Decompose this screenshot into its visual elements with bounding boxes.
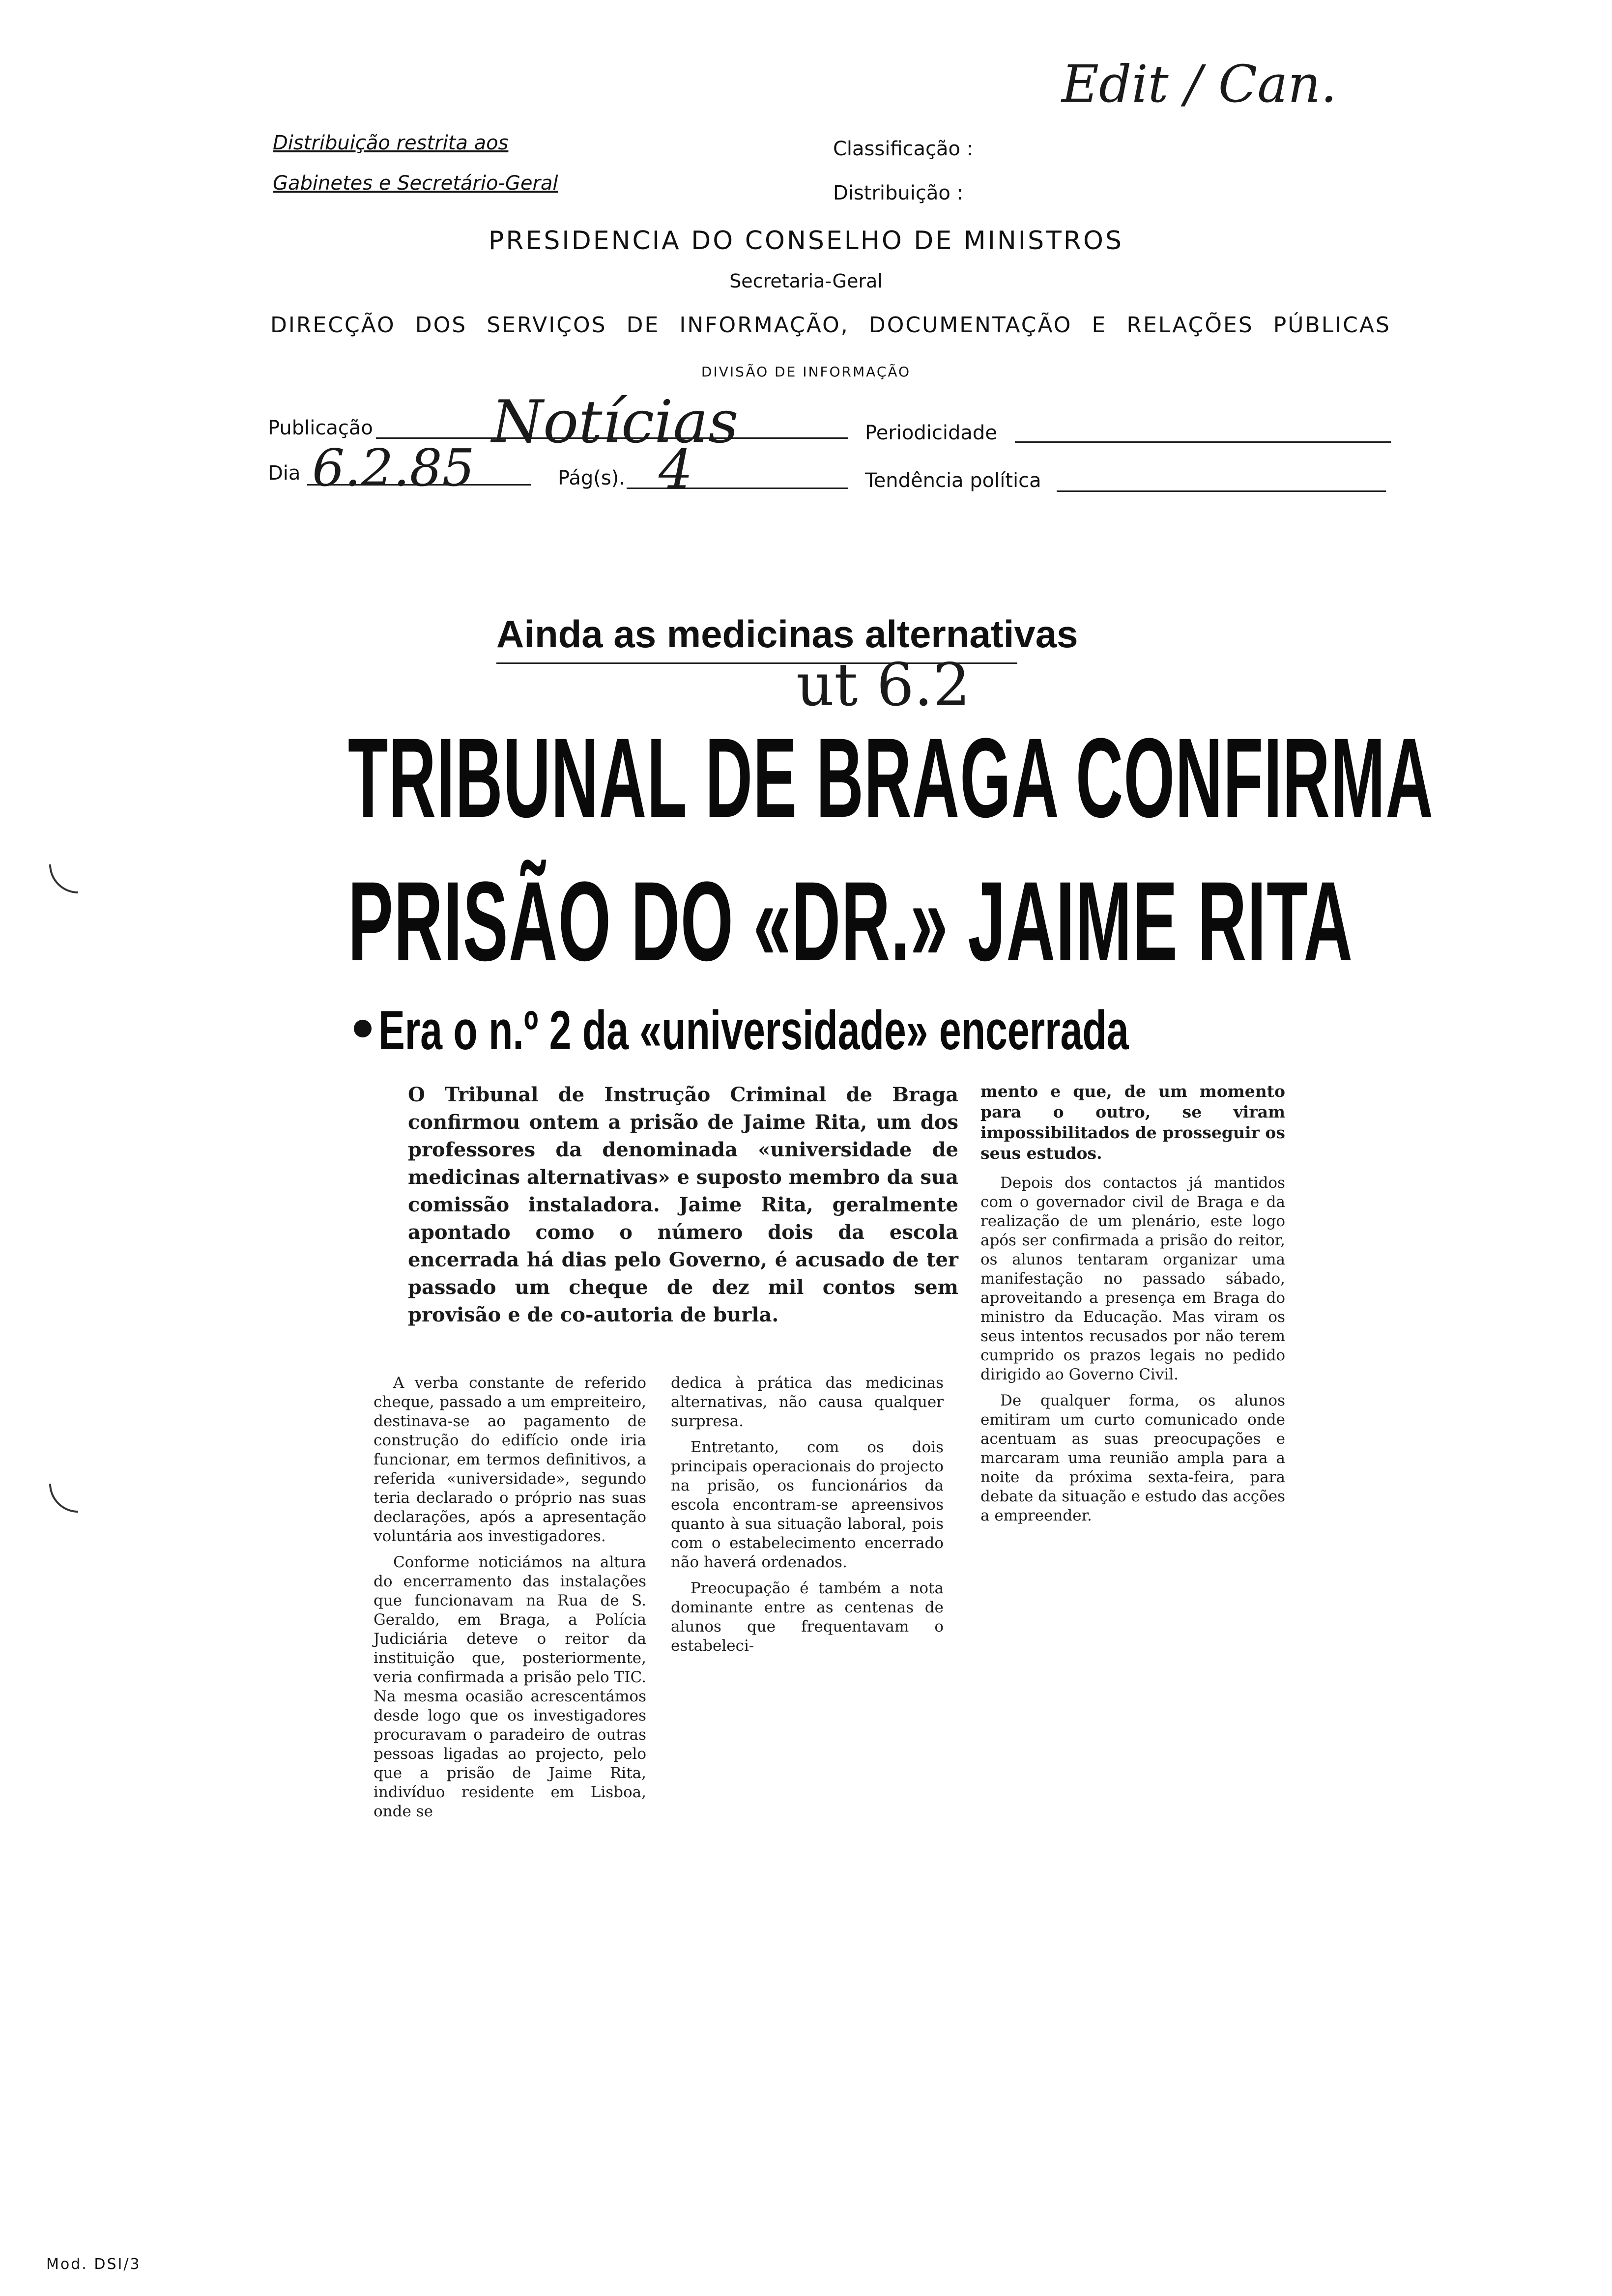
organization-header [0, 226, 1612, 292]
article-paragraph: Depois dos contactos já mantidos com o governador civil de Braga e da realização de um plenário, este logo após ser confirmada a prisão do reitor, os alunos tentaram organizar uma manifestação no passado sábado, aproveitando a presença em Braga do ministro da Educação. Mas viram os seus intentos recusados por não terem cumprido os prazos legais no pedido dirigido ao Governo Civil. [980, 1174, 1285, 1383]
classification-label: Classificação : [833, 138, 974, 160]
direccao-word: RELAÇÕES [1126, 313, 1254, 338]
headline-line-2: PRISÃO DO «DR.» JAIME RITA [348, 858, 1353, 984]
direccao-line [270, 313, 1391, 338]
direccao-word: PÚBLICAS [1273, 313, 1391, 338]
pags-label: Pág(s). [558, 467, 625, 489]
direccao-word: E [1092, 313, 1107, 338]
presidencia-title: PRESIDENCIA DO CONSELHO DE MINISTROS [489, 226, 1123, 256]
periodicidade-line [1015, 441, 1391, 443]
article-paragraph: mento e que, de um momento para o outro, se viram impossibilitados de prosseguir os seus estudos. [980, 1082, 1285, 1163]
direccao-word: DOCUMENTAÇÃO [868, 313, 1072, 338]
article-paragraph: Preocupação é também a nota dominante entre as centenas de alunos que frequentavam o estabeleci- [671, 1579, 944, 1655]
punch-hole-mark [37, 824, 119, 906]
article-paragraph: Conforme noticiámos na altura do encerramento das instalações que funcionavam na Rua de S. Geraldo, em Braga, a Polícia Judiciária deteve o reitor da instituição que, posteriormente, veria confirmada a prisão pelo TIC. Na mesma ocasião acrescentámos desde logo que os investigadores procuravam o paradeiro de outras pessoas ligadas ao projecto, pelo que a prisão de Jaime Rita, indivíduo residente em Lisboa, onde se [374, 1553, 646, 1820]
periodicidade-label: Periodicidade [865, 422, 997, 444]
publicacao-label: Publicação [268, 417, 373, 439]
secretaria-subtitle: Secretaria-Geral [729, 270, 883, 292]
tendencia-line [1057, 490, 1386, 492]
article-paragraph: Entretanto, com os dois principais operacionais do projecto na prisão, os funcionários da escola encontram-se apreensivos quanto à sua situação laboral, pois com o estabelecimento encerrado não haverá ordenados. [671, 1438, 944, 1571]
distribution-label: Distribuição : [833, 182, 964, 204]
article-column-3 [980, 1081, 1285, 1532]
direccao-word: DOS [415, 313, 467, 338]
article-paragraph: A verba constante de referido cheque, passado a um empreiteiro, destinava-se ao pagamento de construção do edifício onde iria funcionar, em termos definitivos, a referida «universidade», segundo teria declarado o próprio nas suas declarações, após a apresentação voluntária aos investigadores. [374, 1374, 646, 1545]
direccao-word: DE [626, 313, 660, 338]
article-paragraph: De qualquer forma, os alunos emitiram um curto comunicado onde acentuam as suas preocupações e marcaram uma reunião ampla para a noite da próxima sexta-feira, para debate da situação e estudo das acções a empreender. [980, 1392, 1285, 1524]
distribution-line-1: Distribuição restrita aos [273, 132, 509, 154]
direccao-word: SERVIÇOS [487, 313, 607, 338]
article-subheadline: Era o n.º 2 da «universidade» encerrada [378, 1000, 1129, 1061]
direccao-word: DIRECÇÃO [270, 313, 396, 338]
distribution-line-2: Gabinetes e Secretário-Geral [273, 172, 558, 195]
tendencia-label: Tendência política [865, 469, 1041, 492]
divisao-label: DIVISÃO DE INFORMAÇÃO [701, 364, 911, 380]
clipping-handwritten-note: ut 6.2 [796, 651, 971, 719]
pags-value: 4 [659, 438, 693, 501]
article-kicker: Ainda as medicinas alternativas [496, 612, 1078, 656]
punch-hole-mark [37, 1443, 119, 1525]
subheadline-bullet-icon [354, 1020, 372, 1037]
direccao-word: INFORMAÇÃO, [679, 313, 849, 338]
handwritten-annotation: Edit / Can. [1062, 54, 1337, 114]
article-column-1 [374, 1374, 646, 1828]
classification-block [833, 138, 973, 226]
headline-line-1: TRIBUNAL DE BRAGA CONFIRMA [348, 715, 1434, 841]
distribution-restriction [273, 132, 597, 212]
article-column-2 [671, 1374, 944, 1663]
dia-label: Dia [268, 462, 301, 485]
dia-value: 6.2.85 [312, 438, 475, 498]
article-paragraph: dedica à prática das medicinas alternativas, não causa qualquer surpresa. [671, 1374, 944, 1430]
article-lead: O Tribunal de Instrução Criminal de Braga confirmou ontem a prisão de Jaime Rita, um dos professores da denominada «universidade de medicinas alternativas» e suposto membro da sua comissão instaladora. Jaime Rita, geralmente apontado como o número dois da escola encerrada há dias pelo Governo, é acusado de ter passado um cheque de dez mil contos sem provisão e de co-autoria de burla. [408, 1083, 958, 1326]
form-code: Mod. DSI/3 [46, 2256, 141, 2273]
publicacao-value: Notícias [491, 388, 739, 457]
